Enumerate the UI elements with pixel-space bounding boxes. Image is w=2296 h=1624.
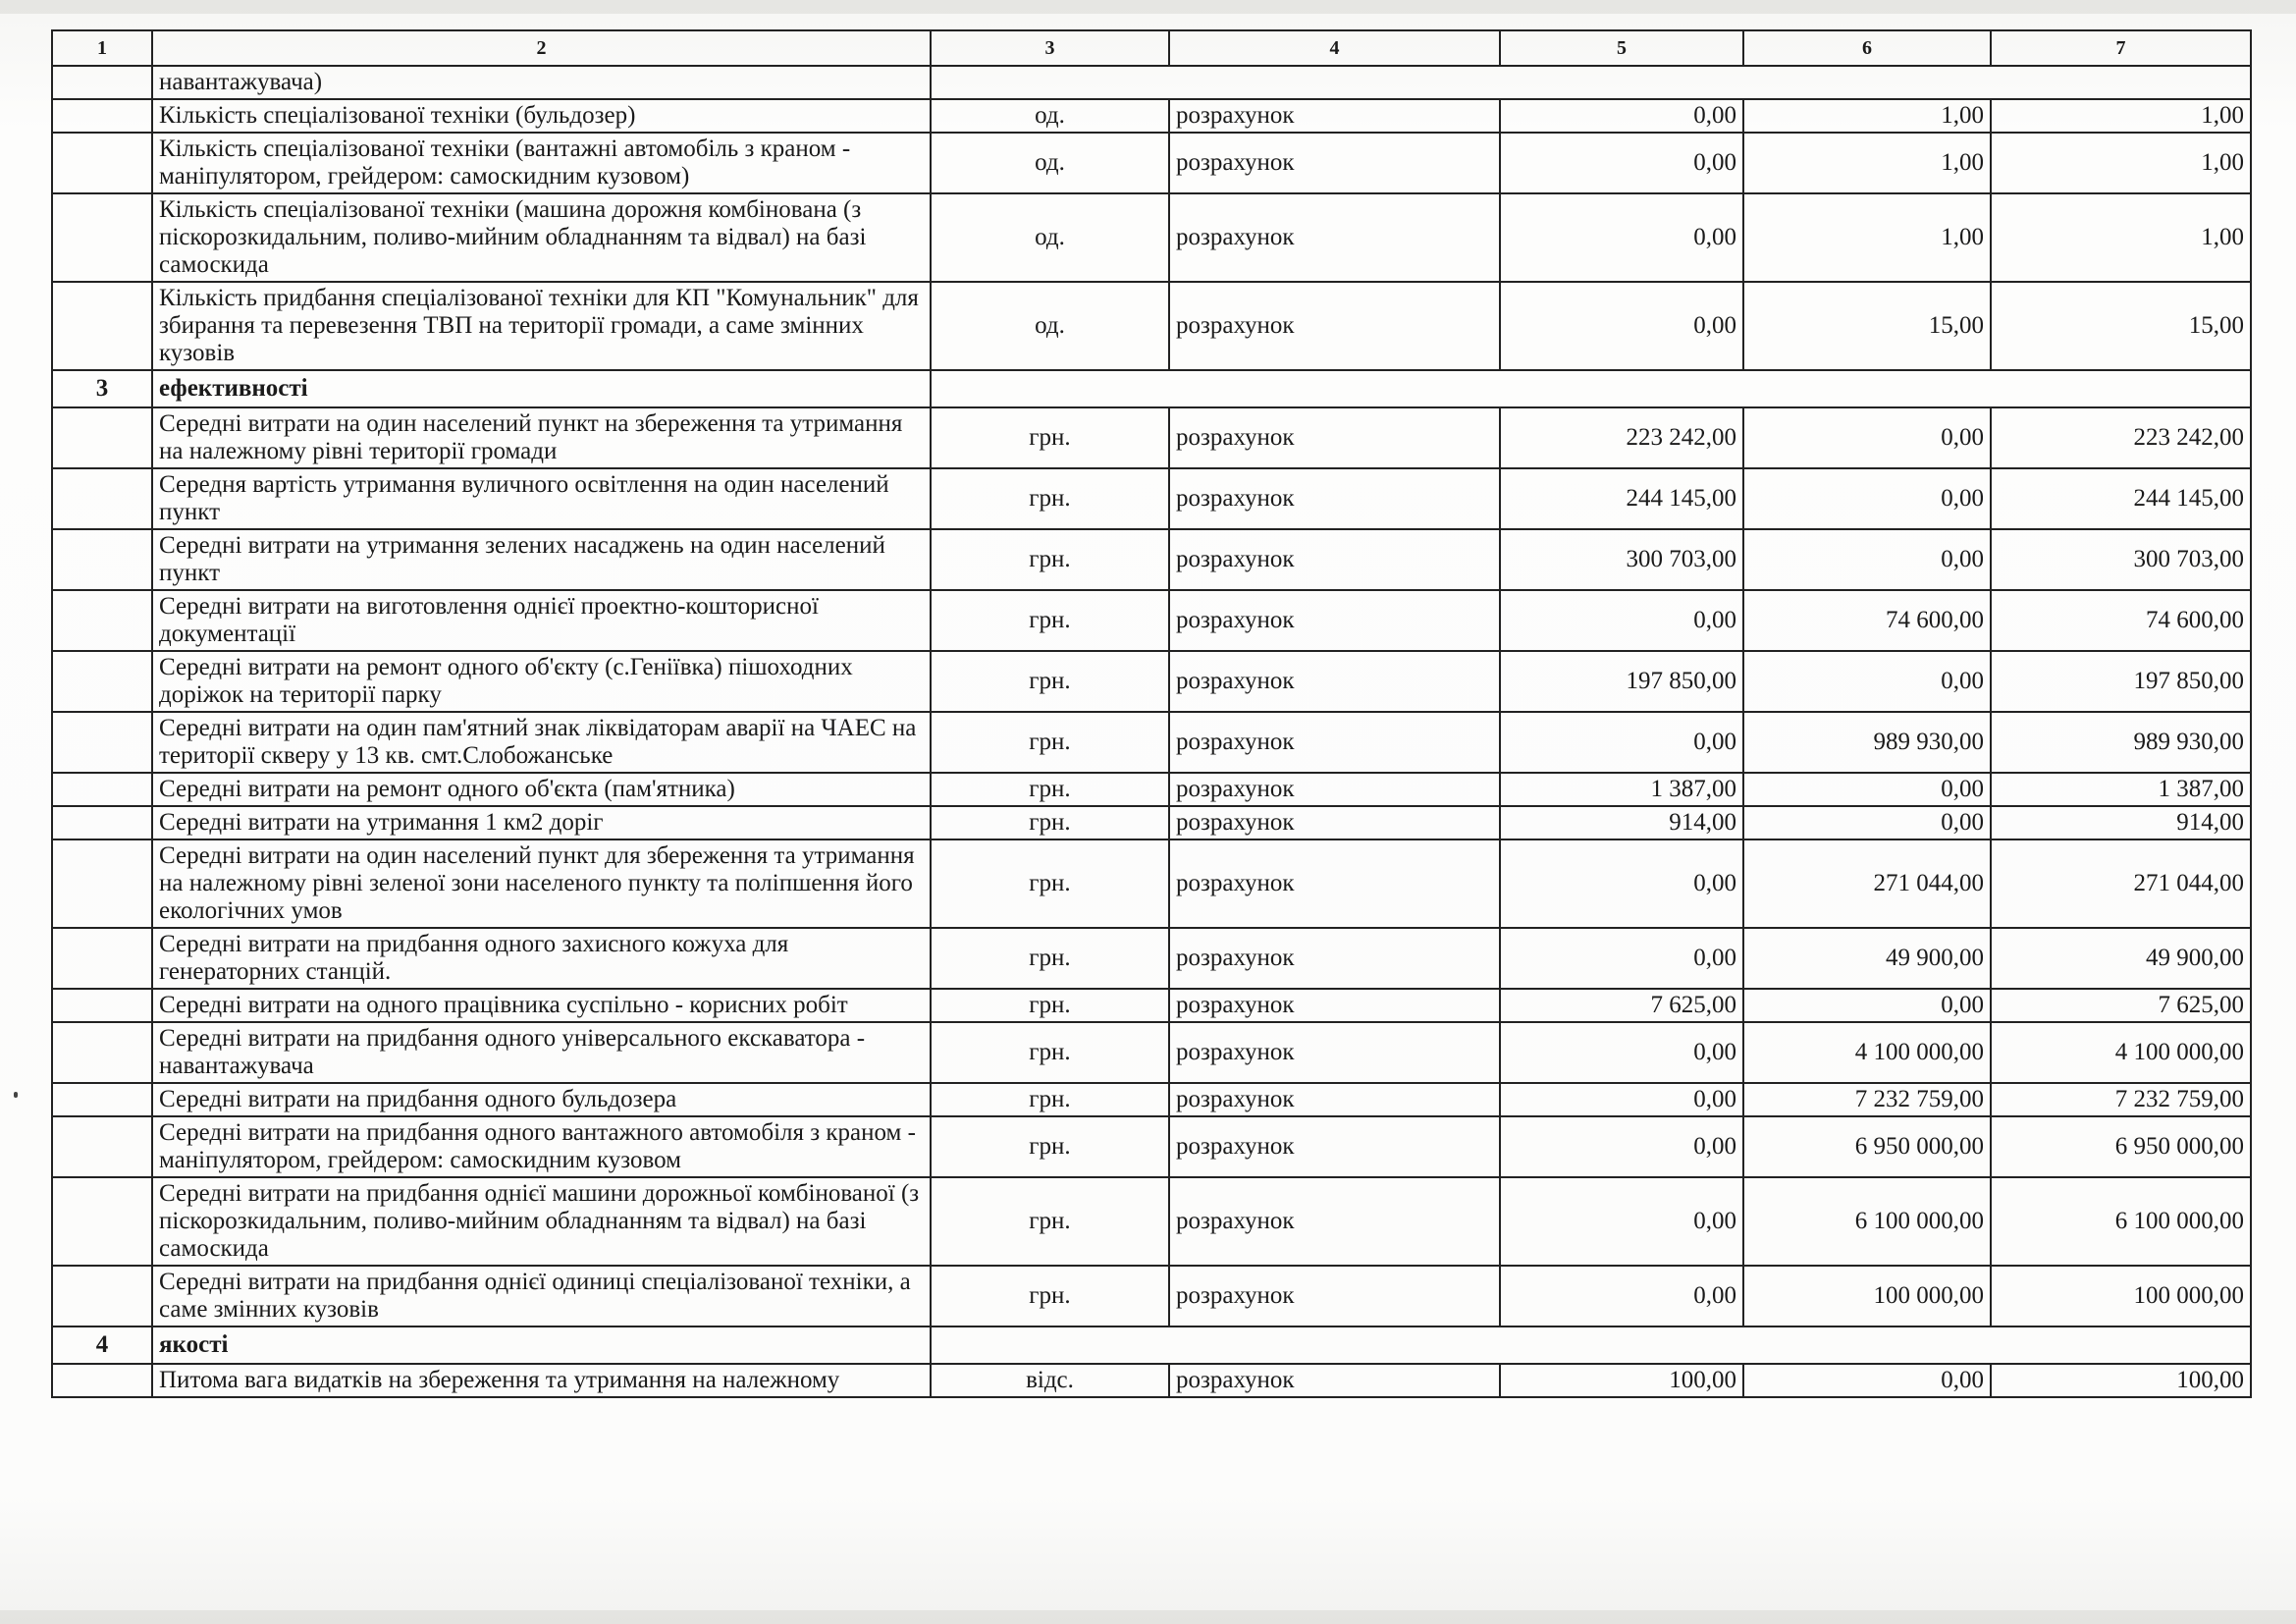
indicator-row [52,1022,2251,1083]
header-col-2: 2 [152,30,931,66]
value-col-5: 0,00 [1500,712,1743,773]
indicator-name: Кількість спеціалізованої техніки (бульдозер) [152,99,931,133]
unit-cell: грн. [931,806,1169,839]
section-title: якості [152,1326,931,1364]
value-col-5: 0,00 [1500,1022,1743,1083]
row-number-cell [52,407,152,468]
indicator-row [52,99,2251,133]
value-col-6: 15,00 [1743,282,1991,370]
value-col-6: 7 232 759,00 [1743,1083,1991,1116]
unit-cell: відс. [931,1364,1169,1397]
value-col-5: 0,00 [1500,99,1743,133]
indicator-name: Середні витрати на ремонт одного об'єкту (с.Геніївка) пішоходних доріжок на території парку [152,651,931,712]
source-cell: розрахунок [1169,133,1500,193]
source-cell: розрахунок [1169,1177,1500,1266]
unit-cell: грн. [931,468,1169,529]
value-col-6: 6 100 000,00 [1743,1177,1991,1266]
row-number-cell [52,928,152,989]
indicator-name: Середні витрати на один населений пункт для збереження та утримання на належному рівні зеленої зони населеного пункту та поліпшення його екологічних умов [152,839,931,928]
source-cell: розрахунок [1169,839,1500,928]
indicator-row [52,590,2251,651]
value-col-5: 0,00 [1500,1177,1743,1266]
indicator-name: Середні витрати на ремонт одного об'єкта (пам'ятника) [152,773,931,806]
row-number-cell [52,133,152,193]
value-col-5: 0,00 [1500,1116,1743,1177]
row-number-cell [52,1083,152,1116]
unit-cell: од. [931,99,1169,133]
source-cell: розрахунок [1169,99,1500,133]
value-col-5: 0,00 [1500,1266,1743,1326]
indicators-table [51,29,2252,1398]
value-col-5: 7 625,00 [1500,989,1743,1022]
value-col-6: 0,00 [1743,651,1991,712]
source-cell: розрахунок [1169,468,1500,529]
value-col-5: 0,00 [1500,590,1743,651]
unit-cell: грн. [931,529,1169,590]
row-number-cell [52,590,152,651]
row-number-cell [52,1177,152,1266]
empty-cell [931,1326,2251,1364]
value-col-6: 4 100 000,00 [1743,1022,1991,1083]
value-col-5: 244 145,00 [1500,468,1743,529]
indicator-name: Середні витрати на одного працівника суспільно - корисних робіт [152,989,931,1022]
indicator-row [52,1364,2251,1397]
indicator-row [52,1116,2251,1177]
value-col-7: 1,00 [1991,133,2251,193]
value-col-6: 0,00 [1743,1364,1991,1397]
unit-cell: грн. [931,989,1169,1022]
section-row [52,1326,2251,1364]
value-col-7: 7 625,00 [1991,989,2251,1022]
value-col-6: 0,00 [1743,529,1991,590]
unit-cell: грн. [931,590,1169,651]
unit-cell: од. [931,193,1169,282]
value-col-6: 0,00 [1743,468,1991,529]
value-col-6: 49 900,00 [1743,928,1991,989]
source-cell: розрахунок [1169,1266,1500,1326]
row-number-cell [52,99,152,133]
unit-cell: грн. [931,839,1169,928]
indicator-row [52,928,2251,989]
value-col-7: 271 044,00 [1991,839,2251,928]
row-number-cell [52,1116,152,1177]
value-col-6: 0,00 [1743,806,1991,839]
indicator-name: Середні витрати на утримання 1 км2 доріг [152,806,931,839]
value-col-7: 989 930,00 [1991,712,2251,773]
value-col-6: 1,00 [1743,133,1991,193]
value-col-5: 300 703,00 [1500,529,1743,590]
source-cell: розрахунок [1169,712,1500,773]
continuation-text: навантажувача) [152,66,931,99]
unit-cell: грн. [931,712,1169,773]
value-col-6: 1,00 [1743,99,1991,133]
row-number-cell [52,529,152,590]
source-cell: розрахунок [1169,282,1500,370]
value-col-6: 74 600,00 [1743,590,1991,651]
header-col-7: 7 [1991,30,2251,66]
value-col-6: 0,00 [1743,407,1991,468]
unit-cell: грн. [931,1177,1169,1266]
value-col-6: 0,00 [1743,989,1991,1022]
unit-cell: грн. [931,407,1169,468]
row-number-cell [52,1364,152,1397]
row-number-cell [52,839,152,928]
source-cell: розрахунок [1169,193,1500,282]
source-cell: розрахунок [1169,407,1500,468]
value-col-7: 6 100 000,00 [1991,1177,2251,1266]
section-row [52,370,2251,407]
indicator-name: Кількість придбання спеціалізованої техніки для КП "Комунальник" для збирання та перевезення ТВП на території громади, а саме змінних кузовів [152,282,931,370]
value-col-7: 6 950 000,00 [1991,1116,2251,1177]
value-col-5: 0,00 [1500,1083,1743,1116]
indicator-name: Середня вартість утримання вуличного освітлення на один населений пункт [152,468,931,529]
indicator-name: Середні витрати на один пам'ятний знак ліквідаторам аварії на ЧАЕС на території скверу у 13 кв. смт.Слобожанське [152,712,931,773]
unit-cell: од. [931,282,1169,370]
empty-cell [931,66,2251,99]
row-number-cell [52,193,152,282]
value-col-6: 1,00 [1743,193,1991,282]
row-number-cell [52,651,152,712]
scan-speck [14,1092,18,1098]
unit-cell: грн. [931,1022,1169,1083]
row-number-cell [52,773,152,806]
source-cell: розрахунок [1169,1364,1500,1397]
empty-cell [931,370,2251,407]
value-col-7: 4 100 000,00 [1991,1022,2251,1083]
value-col-7: 15,00 [1991,282,2251,370]
indicator-name: Середні витрати на один населений пункт на збереження та утримання на належному рівні території громади [152,407,931,468]
value-col-5: 0,00 [1500,282,1743,370]
header-col-5: 5 [1500,30,1743,66]
indicator-name: Середні витрати на придбання одного захисного кожуха для генераторних станцій. [152,928,931,989]
indicator-row [52,773,2251,806]
indicator-row [52,989,2251,1022]
header-col-3: 3 [931,30,1169,66]
indicator-name: Середні витрати на придбання одного вантажного автомобіля з краном - маніпулятором, грейдером: самоскидним кузовом [152,1116,931,1177]
indicator-row [52,1083,2251,1116]
continuation-row [52,66,2251,99]
indicator-row [52,282,2251,370]
indicator-name: Середні витрати на придбання одного бульдозера [152,1083,931,1116]
source-cell: розрахунок [1169,651,1500,712]
unit-cell: грн. [931,1116,1169,1177]
value-col-5: 0,00 [1500,928,1743,989]
row-number-cell [52,989,152,1022]
value-col-7: 100,00 [1991,1364,2251,1397]
scan-edge-top [0,0,2296,14]
source-cell: розрахунок [1169,1116,1500,1177]
indicator-row [52,1266,2251,1326]
value-col-5: 0,00 [1500,839,1743,928]
value-col-5: 100,00 [1500,1364,1743,1397]
value-col-7: 244 145,00 [1991,468,2251,529]
value-col-7: 914,00 [1991,806,2251,839]
section-number: 3 [52,370,152,407]
header-col-6: 6 [1743,30,1991,66]
row-number-cell [52,66,152,99]
indicator-row [52,407,2251,468]
source-cell: розрахунок [1169,529,1500,590]
value-col-7: 7 232 759,00 [1991,1083,2251,1116]
value-col-6: 100 000,00 [1743,1266,1991,1326]
indicator-name: Середні витрати на утримання зелених насаджень на один населений пункт [152,529,931,590]
value-col-7: 223 242,00 [1991,407,2251,468]
header-col-1: 1 [52,30,152,66]
value-col-7: 1,00 [1991,99,2251,133]
indicator-name: Середні витрати на виготовлення однієї проектно-кошторисної документації [152,590,931,651]
unit-cell: грн. [931,1083,1169,1116]
row-number-cell [52,1266,152,1326]
indicator-row [52,193,2251,282]
source-cell: розрахунок [1169,1022,1500,1083]
source-cell: розрахунок [1169,928,1500,989]
value-col-7: 49 900,00 [1991,928,2251,989]
indicator-row [52,839,2251,928]
indicator-name: Кількість спеціалізованої техніки (машина дорожня комбінована (з піскорозкидальним, поливо-мийним обладнанням та відвал) на базі самоскида [152,193,931,282]
indicator-name: Середні витрати на придбання одного універсального екскаватора - навантажувача [152,1022,931,1083]
header-col-4: 4 [1169,30,1500,66]
value-col-7: 1 387,00 [1991,773,2251,806]
indicator-row [52,712,2251,773]
source-cell: розрахунок [1169,773,1500,806]
indicator-name: Питома вага видатків на збереження та утримання на належному [152,1364,931,1397]
value-col-6: 6 950 000,00 [1743,1116,1991,1177]
indicator-row [52,1177,2251,1266]
value-col-5: 1 387,00 [1500,773,1743,806]
indicator-name: Середні витрати на придбання однієї машини дорожньої комбінованої (з піскорозкидальним, поливо-мийним обладнанням та відвал) на базі самоскида [152,1177,931,1266]
indicator-row [52,651,2251,712]
indicator-name: Середні витрати на придбання однієї одиниці спеціалізованої техніки, а саме змінних кузовів [152,1266,931,1326]
value-col-7: 100 000,00 [1991,1266,2251,1326]
value-col-7: 1,00 [1991,193,2251,282]
row-number-cell [52,712,152,773]
value-col-6: 0,00 [1743,773,1991,806]
unit-cell: грн. [931,1266,1169,1326]
value-col-7: 197 850,00 [1991,651,2251,712]
source-cell: розрахунок [1169,1083,1500,1116]
source-cell: розрахунок [1169,590,1500,651]
section-number: 4 [52,1326,152,1364]
row-number-cell [52,468,152,529]
scan-edge-bottom [0,1610,2296,1624]
unit-cell: од. [931,133,1169,193]
column-number-header [52,30,2251,66]
source-cell: розрахунок [1169,806,1500,839]
unit-cell: грн. [931,651,1169,712]
unit-cell: грн. [931,928,1169,989]
row-number-cell [52,1022,152,1083]
value-col-5: 0,00 [1500,193,1743,282]
value-col-6: 271 044,00 [1743,839,1991,928]
indicator-name: Кількість спеціалізованої техніки (вантажні автомобіль з краном - маніпулятором, грейдером: самоскидним кузовом) [152,133,931,193]
value-col-7: 300 703,00 [1991,529,2251,590]
indicator-row [52,468,2251,529]
row-number-cell [52,282,152,370]
value-col-5: 223 242,00 [1500,407,1743,468]
value-col-7: 74 600,00 [1991,590,2251,651]
value-col-5: 197 850,00 [1500,651,1743,712]
value-col-5: 0,00 [1500,133,1743,193]
source-cell: розрахунок [1169,989,1500,1022]
section-title: ефективності [152,370,931,407]
indicator-row [52,806,2251,839]
indicator-row [52,529,2251,590]
row-number-cell [52,806,152,839]
value-col-6: 989 930,00 [1743,712,1991,773]
indicator-row [52,133,2251,193]
unit-cell: грн. [931,773,1169,806]
value-col-5: 914,00 [1500,806,1743,839]
